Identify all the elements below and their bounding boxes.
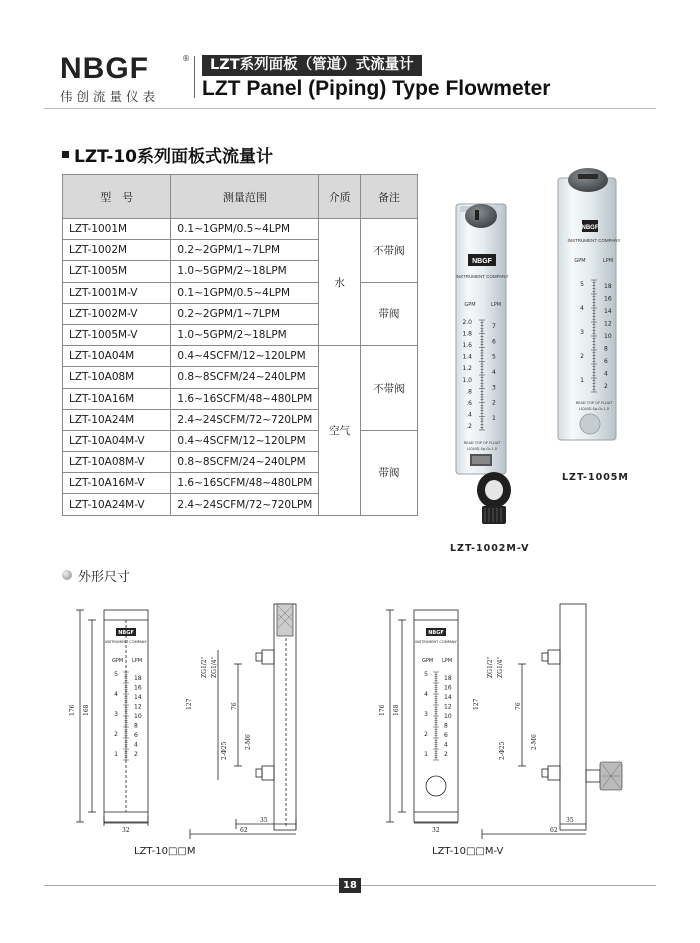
cell-note-valve: 带阀 — [360, 430, 417, 515]
scale-label: 1 — [424, 751, 428, 758]
dim-35: 35 — [566, 817, 574, 824]
cell-range: 1.6~16SCFM/48~480LPM — [171, 473, 319, 494]
drawing-gpm: GPM — [112, 658, 124, 664]
scale-label: 8 — [134, 722, 138, 730]
photo-caption-1002m-v: LZT-1002M-V — [450, 543, 530, 554]
dim-m6: 2-M6 — [245, 734, 252, 750]
liquid-note: LIQUID-Sp.Gr.1.0 — [466, 447, 498, 451]
dim-176: 176 — [379, 704, 386, 716]
table-row — [63, 430, 418, 451]
spec-table — [62, 174, 418, 516]
scale-label: 4 — [444, 741, 448, 749]
cell-note-no-valve: 不带阀 — [360, 346, 417, 431]
cell-range: 0.4~4SCFM/12~120LPM — [171, 430, 319, 451]
cell-model: LZT-1005M — [63, 261, 171, 282]
scale-label: 1.2 — [462, 365, 472, 373]
dim-zg12: ZG1/2" — [487, 656, 494, 678]
flowmeter-photo-1005m — [548, 160, 640, 460]
scale-label: 4 — [134, 741, 138, 749]
table-row — [63, 346, 418, 367]
scale-label: 18 — [134, 675, 142, 682]
scale-label: 1 — [492, 415, 496, 422]
scale-label: 6 — [134, 732, 138, 739]
cell-range: 0.4~4SCFM/12~120LPM — [171, 346, 319, 367]
dimension-drawing-m — [60, 590, 330, 840]
drawing-company: INSTRUMENT COMPANY — [105, 640, 147, 644]
cell-range: 0.1~1GPM/0.5~4LPM — [171, 282, 319, 303]
cell-medium-air: 空气 — [319, 346, 361, 516]
section-bullet — [62, 151, 69, 158]
dim-zg12: ZG1/2" — [201, 656, 208, 678]
drawing-caption-m: LZT-10□□M — [134, 846, 196, 857]
brand-name-cn: 伟创流量仪表 — [60, 89, 160, 104]
title-en: LZT Panel (Piping) Type Flowmeter — [202, 77, 551, 100]
section-title: LZT-10系列面板式流量计 — [74, 147, 273, 167]
drawing-brand: NBGF — [118, 630, 134, 636]
scale-label: 14 — [604, 308, 612, 315]
drawing-lpm: LPM — [132, 658, 143, 664]
liquid-note: LIQUID-Sp.Gr.1.0 — [578, 407, 610, 411]
drawing-brand: NBGF — [428, 630, 444, 636]
scale-label: 3 — [580, 329, 584, 336]
scale-label: 5 — [492, 353, 496, 361]
cell-model: LZT-10A24M-V — [63, 494, 171, 515]
drawing-gpm: GPM — [422, 658, 434, 664]
scale-label: 2 — [134, 751, 138, 758]
cell-note-no-valve: 不带阀 — [360, 219, 417, 283]
cell-range: 0.2~2GPM/1~7LPM — [171, 303, 319, 324]
scale-label: 2 — [114, 731, 118, 738]
dim-phi25: 2-Φ25 — [499, 741, 506, 760]
header-note: 备注 — [360, 175, 417, 219]
brand-mark: NBGF — [60, 52, 149, 85]
dim-76: 76 — [231, 702, 238, 710]
meter-company-text: INSTRUMENT COMPANY — [455, 274, 509, 279]
table-row — [63, 219, 418, 240]
scale-label: 14 — [444, 694, 452, 701]
cell-range: 1.6~16SCFM/48~480LPM — [171, 388, 319, 409]
gpm-label: GPM — [464, 302, 476, 308]
scale-label: 2 — [492, 399, 496, 407]
dim-zg14: ZG1/4" — [497, 656, 504, 678]
scale-label: .4 — [466, 411, 472, 419]
scale-label: 2 — [444, 751, 448, 758]
header-range: 测量范围 — [171, 175, 319, 219]
cell-model: LZT-10A08M — [63, 367, 171, 388]
cell-model: LZT-10A16M — [63, 388, 171, 409]
dim-127: 127 — [186, 698, 193, 710]
scale-label: 1.4 — [462, 353, 472, 361]
scale-label: 2 — [580, 353, 584, 360]
scale-label: 1.8 — [462, 330, 472, 338]
dimension-title: 外形尺寸 — [78, 570, 131, 585]
scale-label: 6 — [492, 338, 496, 346]
header-rule — [44, 108, 656, 109]
drawing-lpm: LPM — [442, 658, 453, 664]
lpm-label: LPM — [602, 258, 614, 264]
lpm-label: LPM — [490, 302, 502, 308]
dim-m6: 2-M6 — [531, 734, 538, 750]
meter-company-text: INSTRUMENT COMPANY — [567, 238, 621, 243]
dim-zg14: ZG1/4" — [211, 656, 218, 678]
brand-logo — [60, 52, 190, 104]
scale-label: 12 — [604, 320, 612, 328]
dimension-bullet — [62, 570, 72, 580]
scale-label: 16 — [604, 295, 612, 303]
dim-32: 32 — [432, 827, 440, 834]
gpm-label: GPM — [574, 258, 586, 264]
flowmeter-photo-1002m-v — [440, 196, 540, 536]
scale-label: .6 — [466, 399, 472, 407]
drawing-scale-ticks — [123, 672, 129, 760]
dim-62: 62 — [240, 827, 248, 834]
title-cn: LZT系列面板（管道）式流量计 — [202, 55, 422, 76]
scale-label: .2 — [466, 423, 472, 430]
cell-model: LZT-10A04M — [63, 346, 171, 367]
cell-range: 2.4~24SCFM/72~720LPM — [171, 409, 319, 430]
header-model: 型 号 — [63, 175, 171, 219]
scale-label: 3 — [114, 711, 118, 718]
scale-label: 3 — [424, 711, 428, 718]
read-note: READ TOP OF FLOAT — [575, 401, 613, 405]
dim-35: 35 — [260, 817, 268, 824]
dim-32: 32 — [122, 827, 130, 834]
cell-model: LZT-1001M — [63, 219, 171, 240]
scale-label: 8 — [444, 722, 448, 730]
scale-label: 4 — [604, 370, 608, 378]
scale-label: 4 — [114, 691, 118, 698]
scale-label: 4 — [492, 369, 496, 376]
drawing-gpm-scale — [424, 671, 428, 758]
meter-brand-text: NBGF — [581, 225, 599, 231]
cell-model: LZT-10A24M — [63, 409, 171, 430]
scale-label: 12 — [444, 703, 452, 711]
scale-label: 10 — [444, 713, 452, 720]
meter-brand-text: NBGF — [472, 258, 492, 265]
scale-label: 2 — [604, 383, 608, 390]
drawing-scale-ticks — [433, 672, 439, 760]
registered-mark: ® — [182, 54, 190, 63]
dim-62: 62 — [550, 827, 558, 834]
scale-label: 14 — [134, 694, 142, 701]
scale-label: 16 — [134, 684, 142, 692]
scale-label: 5 — [114, 671, 118, 678]
dim-127: 127 — [473, 698, 480, 710]
dim-168: 168 — [83, 704, 90, 716]
scale-label: 4 — [424, 691, 428, 698]
table-header-row — [63, 175, 418, 219]
scale-label: .8 — [466, 388, 472, 396]
scale-label: 16 — [444, 684, 452, 692]
dim-168: 168 — [393, 704, 400, 716]
cell-model: LZT-1002M — [63, 240, 171, 261]
page-number: 18 — [339, 878, 361, 893]
drawing-gpm-scale — [114, 671, 118, 758]
cell-range: 1.0~5GPM/2~18LPM — [171, 324, 319, 345]
cell-model: LZT-1001M-V — [63, 282, 171, 303]
scale-label: 18 — [444, 675, 452, 682]
scale-label: 8 — [604, 345, 608, 353]
scale-label: 7 — [492, 323, 496, 330]
read-note: READ TOP OF FLOAT — [463, 441, 501, 445]
scale-label: 6 — [604, 358, 608, 365]
cell-model: LZT-1002M-V — [63, 303, 171, 324]
header-divider — [194, 56, 195, 98]
scale-label: 3 — [492, 384, 496, 392]
drawing-company: INSTRUMENT COMPANY — [415, 640, 457, 644]
scale-label: 5 — [580, 281, 584, 288]
dim-76: 76 — [515, 702, 522, 710]
cell-range: 0.8~8SCFM/24~240LPM — [171, 367, 319, 388]
cell-model: LZT-1005M-V — [63, 324, 171, 345]
scale-label: 18 — [604, 283, 612, 290]
scale-label: 10 — [134, 713, 142, 720]
scale-label: 5 — [424, 671, 428, 678]
scale-label: 2.0 — [462, 319, 472, 326]
cell-range: 0.2~2GPM/1~7LPM — [171, 240, 319, 261]
scale-label: 1 — [114, 751, 118, 758]
dim-176: 176 — [69, 704, 76, 716]
drawing-caption-m-v: LZT-10□□M-V — [432, 846, 504, 857]
scale-label: 10 — [604, 333, 612, 340]
cell-model: LZT-10A08M-V — [63, 452, 171, 473]
scale-label: 12 — [134, 703, 142, 711]
drawing-lpm-scale — [444, 675, 452, 758]
cell-medium-water: 水 — [319, 219, 361, 346]
table-row — [63, 282, 418, 303]
scale-label: 2 — [424, 731, 428, 738]
photo-caption-1005m: LZT-1005M — [562, 472, 629, 483]
scale-label: 1 — [580, 377, 584, 384]
cell-range: 0.1~1GPM/0.5~4LPM — [171, 219, 319, 240]
cell-note-valve: 带阀 — [360, 282, 417, 346]
cell-model: LZT-10A04M-V — [63, 430, 171, 451]
cell-range: 1.0~5GPM/2~18LPM — [171, 261, 319, 282]
drawing-lpm-scale — [134, 675, 142, 758]
scale-label: 1.0 — [462, 376, 472, 384]
cell-range: 2.4~24SCFM/72~720LPM — [171, 494, 319, 515]
cell-range: 0.8~8SCFM/24~240LPM — [171, 452, 319, 473]
scale-label: 6 — [444, 732, 448, 739]
header-medium: 介质 — [319, 175, 361, 219]
cell-model: LZT-10A16M-V — [63, 473, 171, 494]
dim-phi25: 2-Φ25 — [221, 741, 228, 760]
scale-label: 4 — [580, 305, 584, 312]
scale-label: 1.6 — [462, 342, 472, 350]
dimension-drawing-m-v — [370, 590, 650, 840]
